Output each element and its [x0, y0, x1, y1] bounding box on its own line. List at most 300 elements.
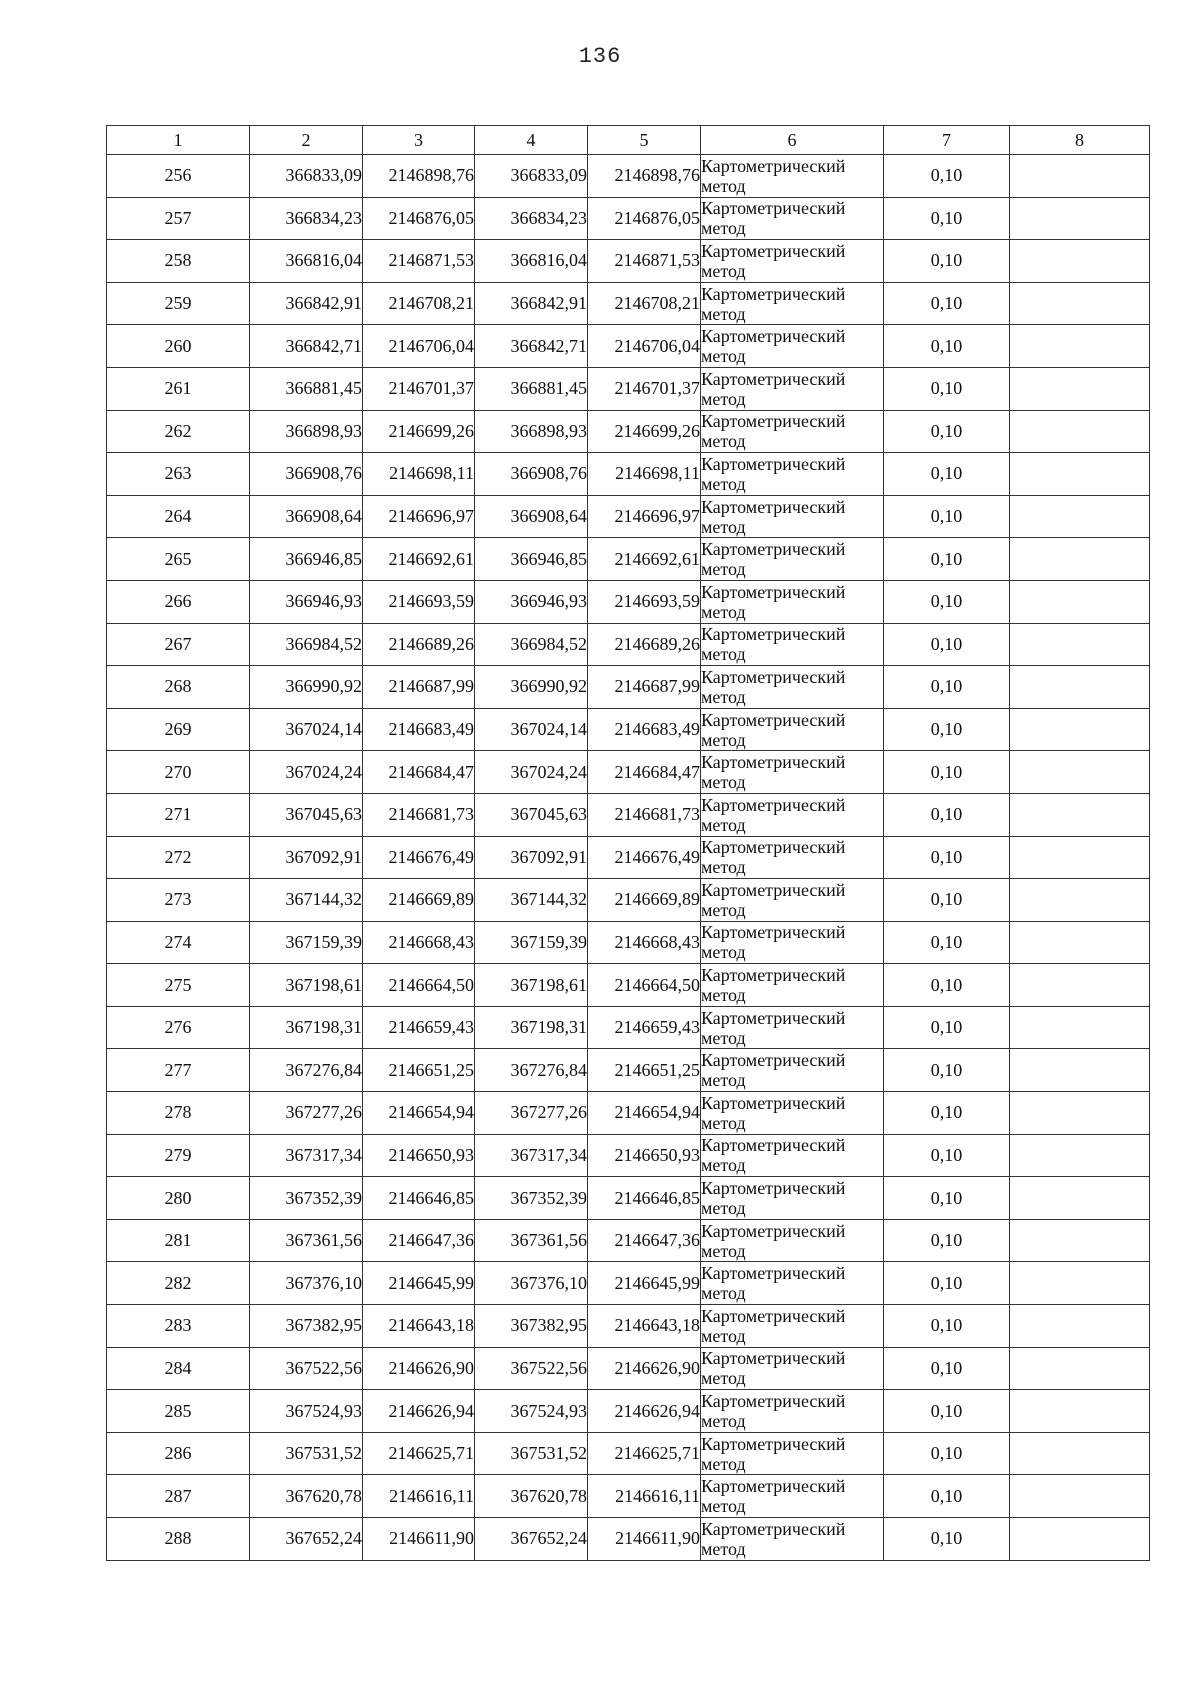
y-coordinate-cell: 2146625,71 [588, 1432, 701, 1475]
note-cell [1010, 623, 1150, 666]
method-cell [701, 410, 884, 453]
method-text: Картометрический [701, 879, 846, 900]
error-cell: 0,10 [884, 879, 1010, 922]
x-coordinate-cell: 366898,93 [475, 410, 588, 453]
column-header: 4 [475, 126, 588, 155]
x-coordinate-cell: 366990,92 [250, 666, 363, 709]
method-cell [701, 623, 884, 666]
y-coordinate-cell: 2146664,50 [588, 964, 701, 1007]
point-number-cell: 265 [107, 538, 250, 581]
method-text: Картометрический [701, 240, 846, 261]
header-row [107, 126, 1150, 155]
table-row [107, 666, 1150, 709]
x-coordinate-cell: 367198,61 [475, 964, 588, 1007]
y-coordinate-cell: 2146698,11 [588, 453, 701, 496]
y-coordinate-cell: 2146645,99 [363, 1262, 475, 1305]
note-cell [1010, 155, 1150, 198]
method-text: метод [701, 1538, 746, 1559]
x-coordinate-cell: 367198,31 [475, 1006, 588, 1049]
note-cell [1010, 793, 1150, 836]
method-text: Картометрический [701, 1433, 846, 1454]
note-cell [1010, 1092, 1150, 1135]
x-coordinate-cell: 367045,63 [250, 793, 363, 836]
method-text: метод [701, 601, 746, 622]
method-text: метод [701, 899, 746, 920]
method-text: метод [701, 729, 746, 750]
y-coordinate-cell: 2146701,37 [588, 367, 701, 410]
y-coordinate-cell: 2146898,76 [588, 155, 701, 198]
table-row [107, 1518, 1150, 1561]
y-coordinate-cell: 2146699,26 [363, 410, 475, 453]
note-cell [1010, 836, 1150, 879]
y-coordinate-cell: 2146689,26 [363, 623, 475, 666]
method-text: метод [701, 260, 746, 281]
table-row [107, 1049, 1150, 1092]
x-coordinate-cell: 367620,78 [475, 1475, 588, 1518]
y-coordinate-cell: 2146687,99 [363, 666, 475, 709]
method-text: Картометрический [701, 666, 846, 687]
table-row [107, 495, 1150, 538]
method-cell [701, 1134, 884, 1177]
method-text: метод [701, 857, 746, 878]
method-cell [701, 879, 884, 922]
table-body [107, 155, 1150, 1561]
note-cell [1010, 1432, 1150, 1475]
x-coordinate-cell: 367024,24 [250, 751, 363, 794]
y-coordinate-cell: 2146647,36 [363, 1219, 475, 1262]
x-coordinate-cell: 367198,61 [250, 964, 363, 1007]
note-cell [1010, 282, 1150, 325]
column-header: 2 [250, 126, 363, 155]
error-cell: 0,10 [884, 708, 1010, 751]
y-coordinate-cell: 2146646,85 [363, 1177, 475, 1220]
method-cell [701, 580, 884, 623]
page-number: 136 [578, 44, 622, 69]
method-text: Картометрический [701, 1007, 846, 1028]
method-text: Картометрический [701, 283, 846, 304]
method-cell [701, 1390, 884, 1433]
y-coordinate-cell: 2146871,53 [363, 240, 475, 283]
method-cell [701, 666, 884, 709]
method-text: Картометрический [701, 411, 846, 432]
y-coordinate-cell: 2146611,90 [363, 1518, 475, 1561]
method-text: Картометрический [701, 198, 846, 219]
x-coordinate-cell: 367276,84 [475, 1049, 588, 1092]
error-cell: 0,10 [884, 1432, 1010, 1475]
coordinates-table [106, 125, 1150, 1561]
y-coordinate-cell: 2146616,11 [588, 1475, 701, 1518]
y-coordinate-cell: 2146683,49 [588, 708, 701, 751]
y-coordinate-cell: 2146706,04 [363, 325, 475, 368]
method-text: метод [701, 559, 746, 580]
method-text: метод [701, 1198, 746, 1219]
x-coordinate-cell: 367317,34 [475, 1134, 588, 1177]
error-cell: 0,10 [884, 751, 1010, 794]
y-coordinate-cell: 2146676,49 [363, 836, 475, 879]
error-cell: 0,10 [884, 1347, 1010, 1390]
method-cell [701, 836, 884, 879]
error-cell: 0,10 [884, 666, 1010, 709]
method-text: Картометрический [701, 624, 846, 645]
method-text: Картометрический [701, 1305, 846, 1326]
method-text: Картометрический [701, 752, 846, 773]
x-coordinate-cell: 366984,52 [475, 623, 588, 666]
y-coordinate-cell: 2146654,94 [588, 1092, 701, 1135]
error-cell: 0,10 [884, 1305, 1010, 1348]
method-text: Картометрический [701, 1476, 846, 1497]
x-coordinate-cell: 366946,93 [250, 580, 363, 623]
method-text: Картометрический [701, 1518, 846, 1539]
method-text: Картометрический [701, 709, 846, 730]
x-coordinate-cell: 366946,85 [250, 538, 363, 581]
point-number-cell: 277 [107, 1049, 250, 1092]
y-coordinate-cell: 2146696,97 [588, 495, 701, 538]
method-cell [701, 1049, 884, 1092]
method-text: Картометрический [701, 368, 846, 389]
y-coordinate-cell: 2146708,21 [588, 282, 701, 325]
x-coordinate-cell: 367620,78 [250, 1475, 363, 1518]
x-coordinate-cell: 367277,26 [475, 1092, 588, 1135]
error-cell: 0,10 [884, 538, 1010, 581]
method-text: метод [701, 1155, 746, 1176]
point-number-cell: 261 [107, 367, 250, 410]
x-coordinate-cell: 367198,31 [250, 1006, 363, 1049]
x-coordinate-cell: 367531,52 [250, 1432, 363, 1475]
table-row [107, 580, 1150, 623]
method-cell [701, 1219, 884, 1262]
y-coordinate-cell: 2146626,90 [588, 1347, 701, 1390]
table-row [107, 1219, 1150, 1262]
error-cell: 0,10 [884, 410, 1010, 453]
table-row [107, 538, 1150, 581]
point-number-cell: 262 [107, 410, 250, 453]
y-coordinate-cell: 2146669,89 [588, 879, 701, 922]
y-coordinate-cell: 2146693,59 [588, 580, 701, 623]
method-text: Картометрический [701, 1391, 846, 1412]
method-text: метод [701, 814, 746, 835]
table-row [107, 708, 1150, 751]
x-coordinate-cell: 367159,39 [250, 921, 363, 964]
method-text: Картометрический [701, 326, 846, 347]
point-number-cell: 267 [107, 623, 250, 666]
table-row [107, 1305, 1150, 1348]
point-number-cell: 259 [107, 282, 250, 325]
x-coordinate-cell: 367276,84 [250, 1049, 363, 1092]
x-coordinate-cell: 367352,39 [250, 1177, 363, 1220]
x-coordinate-cell: 367522,56 [250, 1347, 363, 1390]
point-number-cell: 271 [107, 793, 250, 836]
note-cell [1010, 921, 1150, 964]
method-text: Картометрический [701, 1263, 846, 1284]
method-cell [701, 1432, 884, 1475]
method-text: Картометрический [701, 1135, 846, 1156]
x-coordinate-cell: 367024,24 [475, 751, 588, 794]
error-cell: 0,10 [884, 1262, 1010, 1305]
method-text: метод [701, 1283, 746, 1304]
method-cell [701, 964, 884, 1007]
x-coordinate-cell: 367382,95 [475, 1305, 588, 1348]
x-coordinate-cell: 366833,09 [475, 155, 588, 198]
x-coordinate-cell: 367376,10 [475, 1262, 588, 1305]
note-cell [1010, 325, 1150, 368]
error-cell: 0,10 [884, 1092, 1010, 1135]
y-coordinate-cell: 2146706,04 [588, 325, 701, 368]
point-number-cell: 283 [107, 1305, 250, 1348]
y-coordinate-cell: 2146681,73 [588, 793, 701, 836]
method-cell [701, 453, 884, 496]
method-text: Картометрический [701, 539, 846, 560]
note-cell [1010, 410, 1150, 453]
table-row [107, 921, 1150, 964]
y-coordinate-cell: 2146701,37 [363, 367, 475, 410]
method-text: метод [701, 1368, 746, 1389]
y-coordinate-cell: 2146659,43 [363, 1006, 475, 1049]
method-cell [701, 1177, 884, 1220]
note-cell [1010, 1219, 1150, 1262]
method-text: Картометрический [701, 1050, 846, 1071]
note-cell [1010, 580, 1150, 623]
method-cell [701, 751, 884, 794]
x-coordinate-cell: 367361,56 [250, 1219, 363, 1262]
method-text: Картометрический [701, 922, 846, 943]
method-text: метод [701, 985, 746, 1006]
x-coordinate-cell: 366908,76 [475, 453, 588, 496]
table-row [107, 240, 1150, 283]
y-coordinate-cell: 2146664,50 [363, 964, 475, 1007]
table-row [107, 793, 1150, 836]
method-cell [701, 155, 884, 198]
point-number-cell: 281 [107, 1219, 250, 1262]
method-cell [701, 282, 884, 325]
point-number-cell: 274 [107, 921, 250, 964]
y-coordinate-cell: 2146708,21 [363, 282, 475, 325]
y-coordinate-cell: 2146650,93 [363, 1134, 475, 1177]
y-coordinate-cell: 2146647,36 [588, 1219, 701, 1262]
point-number-cell: 268 [107, 666, 250, 709]
note-cell [1010, 367, 1150, 410]
error-cell: 0,10 [884, 1390, 1010, 1433]
column-header: 8 [1010, 126, 1150, 155]
method-cell [701, 538, 884, 581]
x-coordinate-cell: 367144,32 [475, 879, 588, 922]
method-text: метод [701, 303, 746, 324]
note-cell [1010, 538, 1150, 581]
y-coordinate-cell: 2146683,49 [363, 708, 475, 751]
x-coordinate-cell: 367144,32 [250, 879, 363, 922]
method-text: метод [701, 644, 746, 665]
x-coordinate-cell: 367382,95 [250, 1305, 363, 1348]
method-cell [701, 325, 884, 368]
x-coordinate-cell: 367159,39 [475, 921, 588, 964]
method-text: метод [701, 473, 746, 494]
y-coordinate-cell: 2146616,11 [363, 1475, 475, 1518]
method-text: метод [701, 1240, 746, 1261]
note-cell [1010, 964, 1150, 1007]
x-coordinate-cell: 366842,71 [475, 325, 588, 368]
point-number-cell: 275 [107, 964, 250, 1007]
point-number-cell: 278 [107, 1092, 250, 1135]
error-cell: 0,10 [884, 197, 1010, 240]
error-cell: 0,10 [884, 623, 1010, 666]
method-text: Картометрический [701, 155, 846, 176]
x-coordinate-cell: 367524,93 [250, 1390, 363, 1433]
table-row [107, 1475, 1150, 1518]
y-coordinate-cell: 2146699,26 [588, 410, 701, 453]
method-text: метод [701, 218, 746, 239]
x-coordinate-cell: 366834,23 [475, 197, 588, 240]
error-cell: 0,10 [884, 1049, 1010, 1092]
method-text: Картометрический [701, 1178, 846, 1199]
table-row [107, 325, 1150, 368]
table-header [107, 126, 1150, 155]
column-header: 5 [588, 126, 701, 155]
method-cell [701, 708, 884, 751]
note-cell [1010, 1390, 1150, 1433]
method-cell [701, 495, 884, 538]
column-header: 7 [884, 126, 1010, 155]
method-text: метод [701, 1112, 746, 1133]
method-text: метод [701, 686, 746, 707]
y-coordinate-cell: 2146876,05 [588, 197, 701, 240]
note-cell [1010, 197, 1150, 240]
method-cell [701, 197, 884, 240]
point-number-cell: 279 [107, 1134, 250, 1177]
y-coordinate-cell: 2146692,61 [588, 538, 701, 581]
x-coordinate-cell: 367376,10 [250, 1262, 363, 1305]
x-coordinate-cell: 366990,92 [475, 666, 588, 709]
point-number-cell: 286 [107, 1432, 250, 1475]
y-coordinate-cell: 2146651,25 [363, 1049, 475, 1092]
point-number-cell: 288 [107, 1518, 250, 1561]
note-cell [1010, 1305, 1150, 1348]
x-coordinate-cell: 366984,52 [250, 623, 363, 666]
table-row [107, 1390, 1150, 1433]
x-coordinate-cell: 366908,64 [475, 495, 588, 538]
y-coordinate-cell: 2146696,97 [363, 495, 475, 538]
method-text: метод [701, 1325, 746, 1346]
method-text: Картометрический [701, 1348, 846, 1369]
method-cell [701, 1092, 884, 1135]
y-coordinate-cell: 2146684,47 [588, 751, 701, 794]
y-coordinate-cell: 2146643,18 [363, 1305, 475, 1348]
method-text: метод [701, 1411, 746, 1432]
x-coordinate-cell: 367522,56 [475, 1347, 588, 1390]
column-header: 1 [107, 126, 250, 155]
method-text: метод [701, 1027, 746, 1048]
x-coordinate-cell: 367361,56 [475, 1219, 588, 1262]
table-row [107, 623, 1150, 666]
error-cell: 0,10 [884, 1475, 1010, 1518]
method-text: метод [701, 772, 746, 793]
y-coordinate-cell: 2146668,43 [363, 921, 475, 964]
y-coordinate-cell: 2146643,18 [588, 1305, 701, 1348]
y-coordinate-cell: 2146646,85 [588, 1177, 701, 1220]
x-coordinate-cell: 366833,09 [250, 155, 363, 198]
y-coordinate-cell: 2146681,73 [363, 793, 475, 836]
column-header: 6 [701, 126, 884, 155]
y-coordinate-cell: 2146871,53 [588, 240, 701, 283]
error-cell: 0,10 [884, 1219, 1010, 1262]
note-cell [1010, 708, 1150, 751]
method-cell [701, 1347, 884, 1390]
point-number-cell: 273 [107, 879, 250, 922]
method-cell [701, 793, 884, 836]
point-number-cell: 263 [107, 453, 250, 496]
method-text: метод [701, 516, 746, 537]
method-text: метод [701, 175, 746, 196]
x-coordinate-cell: 367277,26 [250, 1092, 363, 1135]
y-coordinate-cell: 2146684,47 [363, 751, 475, 794]
method-text: Картометрический [701, 1092, 846, 1113]
y-coordinate-cell: 2146876,05 [363, 197, 475, 240]
point-number-cell: 258 [107, 240, 250, 283]
note-cell [1010, 1475, 1150, 1518]
error-cell: 0,10 [884, 453, 1010, 496]
method-text: Картометрический [701, 965, 846, 986]
table-row [107, 964, 1150, 1007]
error-cell: 0,10 [884, 836, 1010, 879]
y-coordinate-cell: 2146668,43 [588, 921, 701, 964]
y-coordinate-cell: 2146651,25 [588, 1049, 701, 1092]
table-row [107, 410, 1150, 453]
point-number-cell: 257 [107, 197, 250, 240]
method-text: Картометрический [701, 837, 846, 858]
y-coordinate-cell: 2146626,90 [363, 1347, 475, 1390]
method-cell [701, 1475, 884, 1518]
x-coordinate-cell: 366898,93 [250, 410, 363, 453]
note-cell [1010, 1134, 1150, 1177]
table-row [107, 879, 1150, 922]
table-row [107, 1006, 1150, 1049]
error-cell: 0,10 [884, 793, 1010, 836]
method-text: метод [701, 1070, 746, 1091]
error-cell: 0,10 [884, 1006, 1010, 1049]
note-cell [1010, 1006, 1150, 1049]
x-coordinate-cell: 367045,63 [475, 793, 588, 836]
point-number-cell: 269 [107, 708, 250, 751]
table-row [107, 1347, 1150, 1390]
method-text: Картометрический [701, 496, 846, 517]
point-number-cell: 256 [107, 155, 250, 198]
x-coordinate-cell: 366881,45 [475, 367, 588, 410]
x-coordinate-cell: 366908,76 [250, 453, 363, 496]
x-coordinate-cell: 366842,71 [250, 325, 363, 368]
table-row [107, 1262, 1150, 1305]
method-text: метод [701, 388, 746, 409]
note-cell [1010, 1262, 1150, 1305]
error-cell: 0,10 [884, 964, 1010, 1007]
note-cell [1010, 879, 1150, 922]
table-row [107, 155, 1150, 198]
method-text: метод [701, 942, 746, 963]
point-number-cell: 287 [107, 1475, 250, 1518]
x-coordinate-cell: 366842,91 [475, 282, 588, 325]
method-text: Картометрический [701, 581, 846, 602]
x-coordinate-cell: 367024,14 [250, 708, 363, 751]
y-coordinate-cell: 2146676,49 [588, 836, 701, 879]
x-coordinate-cell: 366946,85 [475, 538, 588, 581]
y-coordinate-cell: 2146698,11 [363, 453, 475, 496]
x-coordinate-cell: 367317,34 [250, 1134, 363, 1177]
point-number-cell: 276 [107, 1006, 250, 1049]
error-cell: 0,10 [884, 155, 1010, 198]
y-coordinate-cell: 2146645,99 [588, 1262, 701, 1305]
y-coordinate-cell: 2146626,94 [363, 1390, 475, 1433]
y-coordinate-cell: 2146693,59 [363, 580, 475, 623]
note-cell [1010, 240, 1150, 283]
x-coordinate-cell: 366816,04 [250, 240, 363, 283]
note-cell [1010, 495, 1150, 538]
